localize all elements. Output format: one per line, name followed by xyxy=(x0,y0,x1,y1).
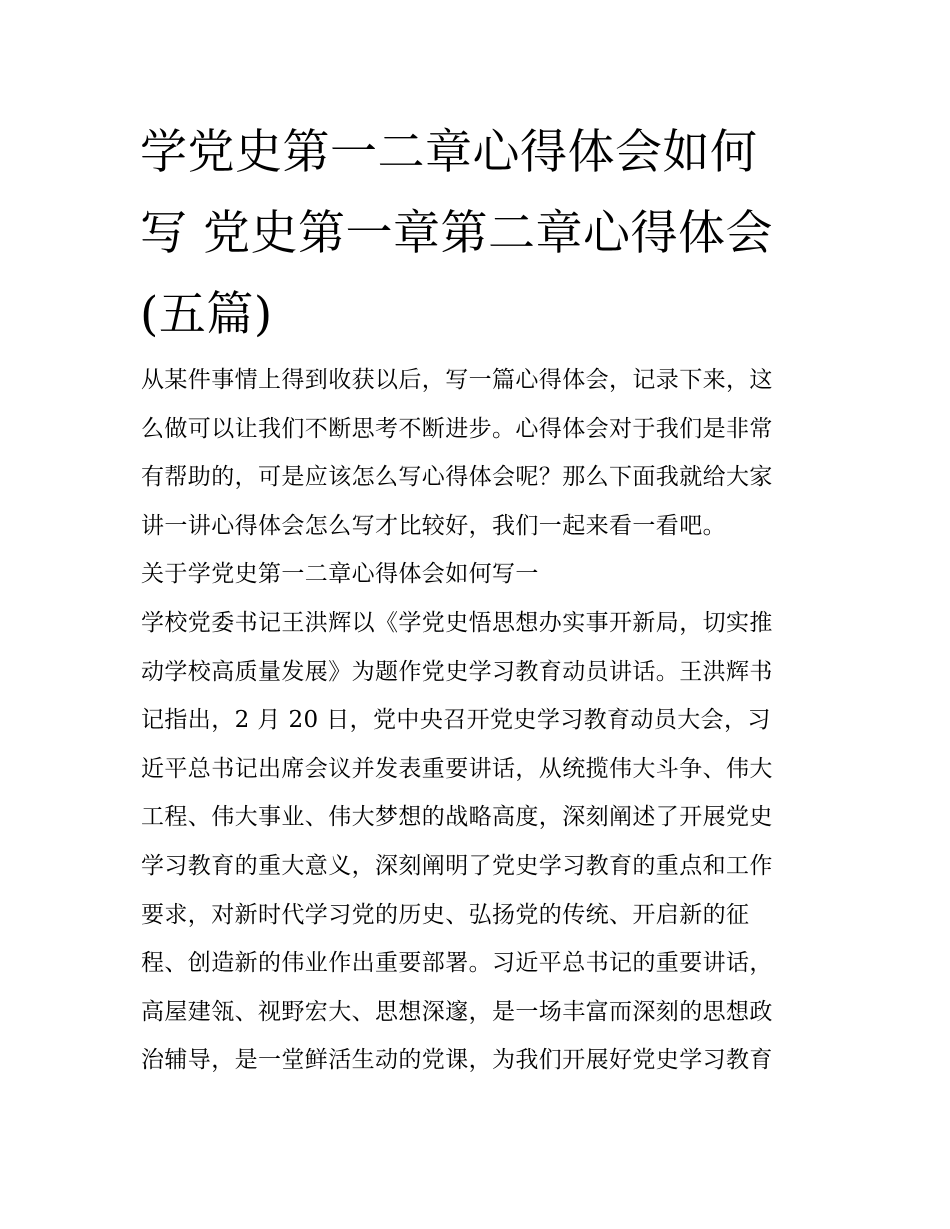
body-line: 近平总书记出席会议并发表重要讲话，从统揽伟大斗争、伟大 xyxy=(141,755,773,782)
body-line: 要求，对新时代学习党的历史、弘扬党的传统、开启新的征 xyxy=(141,901,750,928)
body-line: 程、创造新的伟业作出重要部署。习近平总书记的重要讲话， xyxy=(141,950,773,977)
body-line: 治辅导，是一堂鲜活生动的党课，为我们开展好党史学习教育 xyxy=(141,1047,773,1074)
document-title xyxy=(140,112,820,355)
body-line: 动学校高质量发展》为题作党史学习教育动员讲话。王洪辉书 xyxy=(141,658,773,685)
body-line: 高屋建瓴、视野宏大、思想深邃，是一场丰富而深刻的思想政 xyxy=(141,998,773,1025)
body-line: 学习教育的重大意义，深刻阐明了党史学习教育的重点和工作 xyxy=(141,852,773,879)
title-line-3: (五篇) xyxy=(140,287,273,342)
section-heading: 关于学党史第一二章心得体会如何写一 xyxy=(141,561,539,588)
body-line: 么做可以让我们不断思考不断进步。心得体会对于我们是非常 xyxy=(141,415,773,442)
body-line: 讲一讲心得体会怎么写才比较好，我们一起来看一看吧。 xyxy=(141,512,726,539)
title-line-2: 写 党史第一章第二章心得体会 xyxy=(140,206,773,261)
body-line: 学校党委书记王洪辉以《学党史悟思想办实事开新局，切实推 xyxy=(141,609,773,636)
title-line-1: 学党史第一二章心得体会如何 xyxy=(140,125,758,180)
body-line: 从某件事情上得到收获以后，写一篇心得体会，记录下来，这 xyxy=(141,367,773,393)
document-body xyxy=(141,356,821,1085)
body-line: 有帮助的，可是应该怎么写心得体会呢？那么下面我就给大家 xyxy=(141,464,773,491)
body-line: 工程、伟大事业、伟大梦想的战略高度，深刻阐述了开展党史 xyxy=(141,804,773,831)
body-line: 记指出，2 月 20 日，党中央召开党史学习教育动员大会，习 xyxy=(141,707,771,734)
